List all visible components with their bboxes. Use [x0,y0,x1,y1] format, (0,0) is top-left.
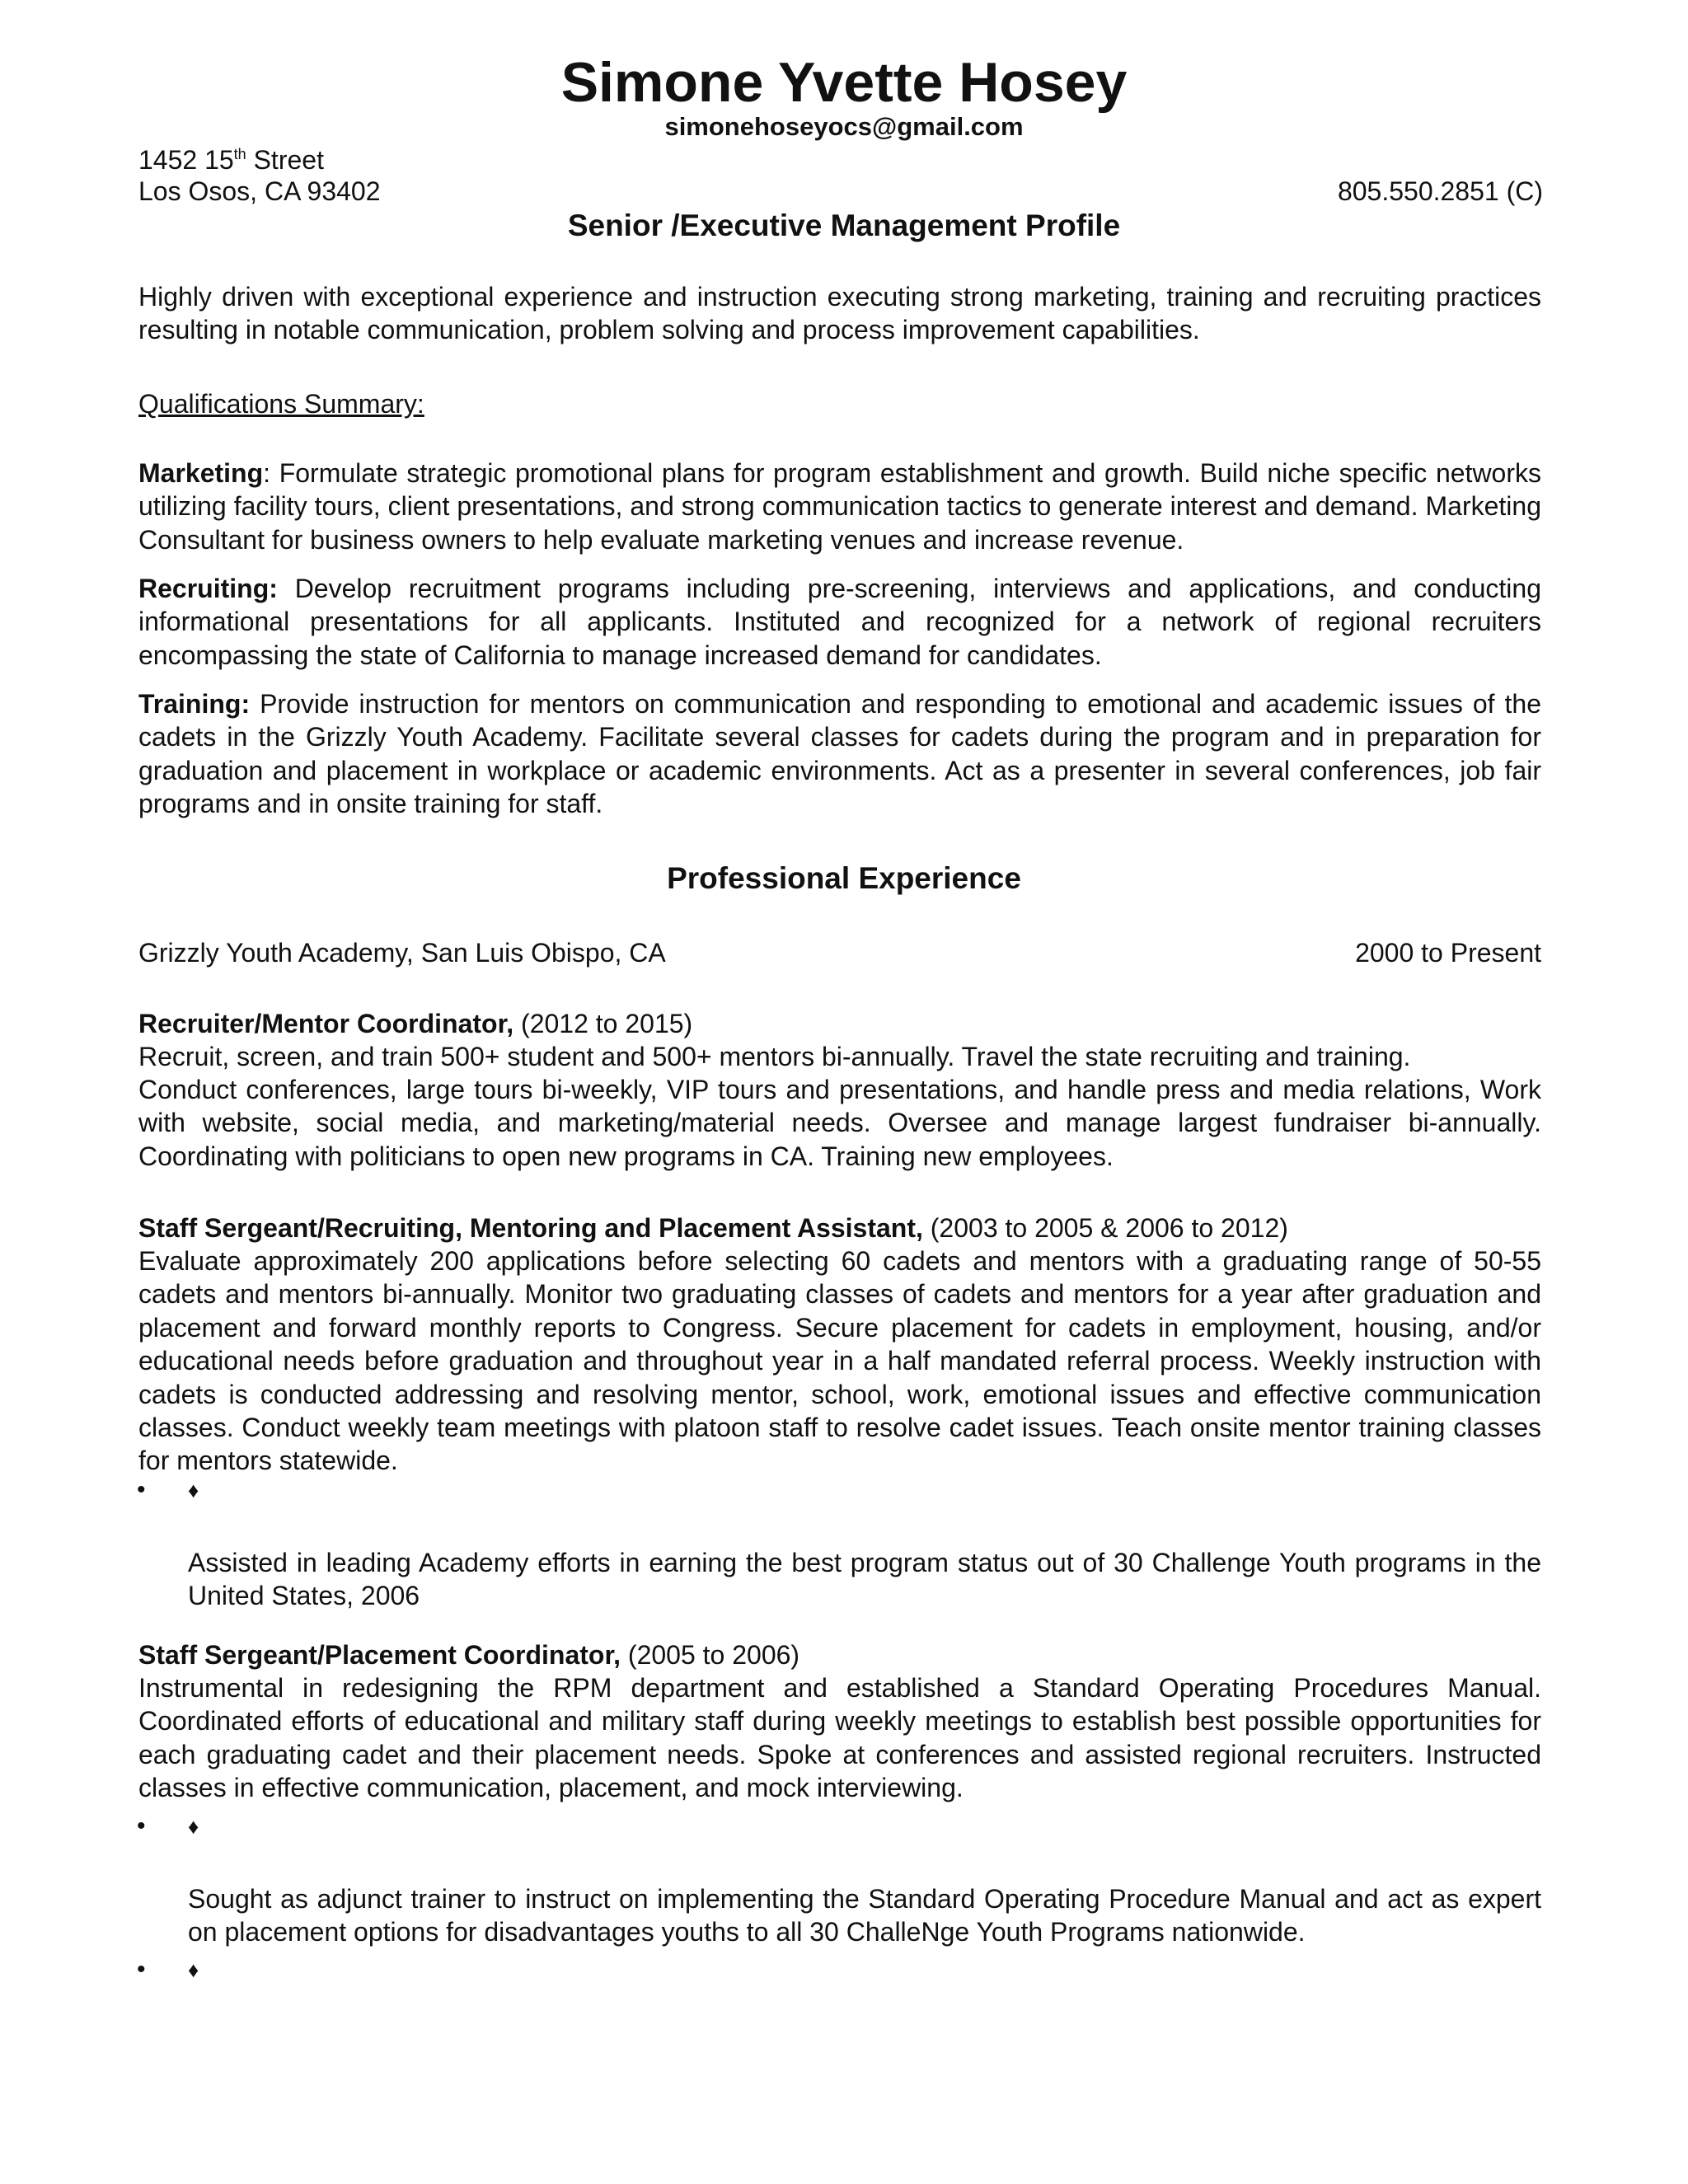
role-first-line: Recruit, screen, and train 500+ student and 500+ mentors bi-annually. Travel the state recruiting and training. [138,1042,1411,1071]
role-title-row [138,1007,1541,1040]
employer-name: Grizzly Youth Academy, San Luis Obispo, CA [138,938,666,968]
role-title: Staff Sergeant/Placement Coordinator, [138,1640,621,1670]
qualification-recruiting [138,572,1541,672]
diamond-bullet-icon: ♦ [188,1814,199,1839]
bullet-dot: • [137,1812,146,1840]
role-dates: (2012 to 2015) [513,1009,693,1038]
qualification-text: Provide instruction for mentors on communication and responding to emotional and academic issues of the cadets in the Grizzly Youth Academy. Facilitate several classes for cadets during the program and in preparation for graduation and placement in workplace or academic environments. Act as a presenter in several conferences, job fair programs and in onsite training for staff. [138,689,1542,819]
role-achievement: Assisted in leading Academy efforts in earning the best program status out of 30 Challenge Youth programs in the United States, 2006 [188,1548,1541,1611]
qualification-separator [278,574,295,603]
employer-row [138,936,1541,969]
address-line-1 [138,143,324,176]
diamond-bullet-icon: ♦ [188,1478,199,1502]
role-title-row [138,1212,1541,1244]
role-title: Recruiter/Mentor Coordinator, [138,1009,514,1038]
role-title: Staff Sergeant/Recruiting, Mentoring and Placement Assistant, [138,1213,923,1243]
qualification-separator [250,689,260,719]
qualification-text: Formulate strategic promotional plans for program establishment and growth. Build niche specific networks utilizing facility tours, client presentations, and strong communication tactics to generate interest and demand. Marketing Consultant for business owners to help evaluate marketing venues and increase revenue. [138,458,1542,555]
address-line-2: Los Osos, CA 93402 [138,176,381,206]
bullet-dot: • [137,1956,146,1983]
role-description: Conduct conferences, large tours bi-weekly, VIP tours and presentations, and handle press and media relations, Work with website, social media, and marketing/material needs. Oversee and manage largest fundraiser bi-annually. Coordinating with politicians to open new programs in CA. Training new employees. [138,1075,1541,1171]
candidate-name: Simone Yvette Hosey [560,51,1128,114]
phone-number: 805.550.2851 (C) [1337,176,1543,206]
profile-summary: Highly driven with exceptional experience and instruction executing strong marketing, training and recruiting practices resulting in notable communication, problem solving and process improvement capabilities. [138,282,1541,345]
experience-heading: Professional Experience [667,861,1021,895]
qualification-text: Develop recruitment programs including pre-screening, interviews and applications, and conducting informational presentations for all applicants. Instituted and recognized for a network of regional recruiters encompassing the state of California to manage increased demand for candidates. [138,574,1542,670]
employer-dates: 2000 to Present [1355,938,1541,968]
diamond-bullet-icon: ♦ [188,1957,199,1982]
bullet-dot: • [137,1476,146,1503]
qualification-label: Marketing [138,458,264,488]
qualification-marketing [138,457,1541,556]
role-description: Instrumental in redesigning the RPM department and established a Standard Operating Procedures Manual. Coordinated efforts of educational and military staff during weekly meetings to establish best possible opportunities for each graduating cadet and their placement needs. Spoke at conferences and assisted regional recruiters. Instructed classes in effective communication, placement, and mock interviewing. [138,1673,1541,1803]
profile-heading: Senior /Executive Management Profile [567,209,1121,242]
qualifications-title: Qualifications Summary: [138,389,424,419]
address-street-number: 1452 15 [138,145,234,175]
email-address: simonehoseyocs@gmail.com [664,112,1024,141]
qualification-training [138,687,1541,821]
role-title-row [138,1638,1541,1671]
qualification-separator: : [263,458,279,488]
qualification-label: Recruiting: [138,574,278,603]
role-dates: (2003 to 2005 & 2006 to 2012) [922,1213,1288,1243]
qualification-label: Training: [138,689,251,719]
role-achievement: Sought as adjunct trainer to instruct on implementing the Standard Operating Procedure Manual and act as expert on placement options for disadvantages youths to all 30 ChalleNge Youth Programs nationwide. [188,1884,1541,1947]
address-street-name: Street [246,145,324,175]
address-ordinal-suffix: th [233,146,246,162]
role-dates: (2005 to 2006) [621,1640,800,1670]
role-description: Evaluate approximately 200 applications before selecting 60 cadets and mentors with a graduating range of 50-55 cadets and mentors bi-annually. Monitor two graduating classes of cadets and mentors for a year after graduation and placement and forward monthly reports to Congress. Secure placement for cadets in employment, housing, and/or educational needs before graduation and throughout year in a half mandated referral process. Weekly instruction with cadets is conducted addressing and resolving mentor, school, work, emotional issues and effective communication classes. Conduct weekly team meetings with platoon staff to resolve cadet issues. Teach onsite mentor training classes for mentors statewide. [138,1246,1541,1476]
